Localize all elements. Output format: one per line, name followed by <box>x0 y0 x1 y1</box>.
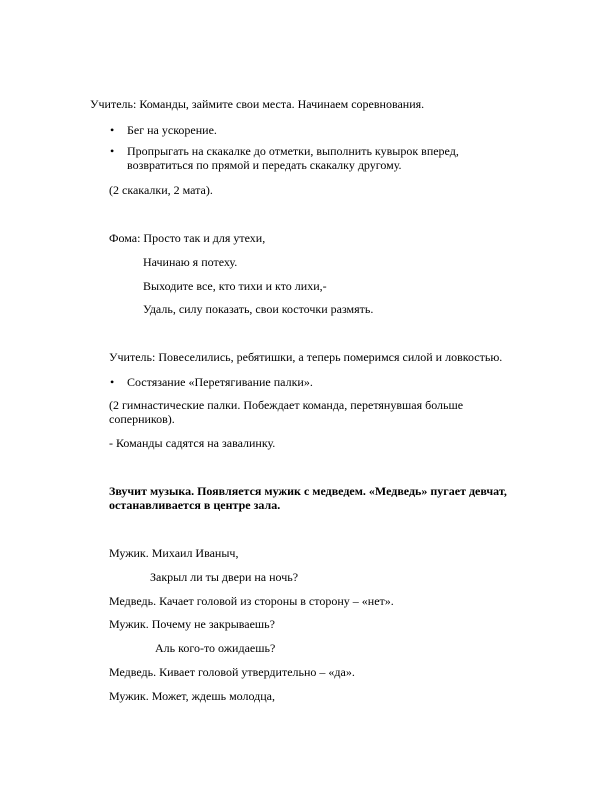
dialogue-line-7: Мужик. Может, ждешь молодца, <box>109 689 275 703</box>
bullet-item-run: Бег на ускорение. <box>127 123 217 137</box>
dialogue-line-3: Медведь. Качает головой из стороны в сторону – «нет». <box>109 594 394 608</box>
foma-line-1: Фома: Просто так и для утехи, <box>109 231 266 245</box>
dialogue-line-1: Мужик. Михаил Иваныч, <box>109 546 239 560</box>
dialogue-line-2: Закрыл ли ты двери на ночь? <box>150 570 299 584</box>
bullet-marker: • <box>110 375 115 389</box>
foma-line-3: Выходите все, кто тихи и кто лихи,- <box>143 279 327 293</box>
foma-line-4: Удаль, силу показать, свои косточки размять. <box>143 302 374 316</box>
teams-sit-line: - Команды садятся на завалинку. <box>109 436 276 450</box>
foma-line-2: Начинаю я потеху. <box>143 255 238 269</box>
equipment-note: (2 скакалки, 2 мата). <box>109 183 213 197</box>
tug-note-line-1: (2 гимнастические палки. Побеждает команда, перетянувшая больше <box>109 398 464 412</box>
bullet-marker: • <box>110 144 115 158</box>
dialogue-line-5: Аль кого-то ожидаешь? <box>155 641 276 655</box>
dialogue-line-4: Мужик. Почему не закрываешь? <box>109 617 275 631</box>
stage-direction-line-2: останавливается в центре зала. <box>109 498 281 512</box>
bullet-item-jump-rope-line-1: Пропрыгать на скакалке до отметки, выполнить кувырок вперед, <box>127 144 459 158</box>
teacher-intro-line: Учитель: Команды, займите свои места. Начинаем соревнования. <box>90 97 425 111</box>
stage-direction-line-1: Звучит музыка. Появляется мужик с медведем. «Медведь» пугает девчат, <box>109 484 507 498</box>
bullet-marker: • <box>110 123 115 137</box>
teacher-tug-line: Учитель: Повеселились, ребятишки, а теперь померимся силой и ловкостью. <box>109 350 503 364</box>
bullet-item-tug-of-war: Состязание «Перетягивание палки». <box>127 375 313 389</box>
tug-note-line-2: соперников). <box>109 412 175 426</box>
dialogue-line-6: Медведь. Кивает головой утвердительно – «да». <box>109 665 355 679</box>
bullet-item-jump-rope-line-2: возвратиться по прямой и передать скакалку другому. <box>127 158 402 172</box>
